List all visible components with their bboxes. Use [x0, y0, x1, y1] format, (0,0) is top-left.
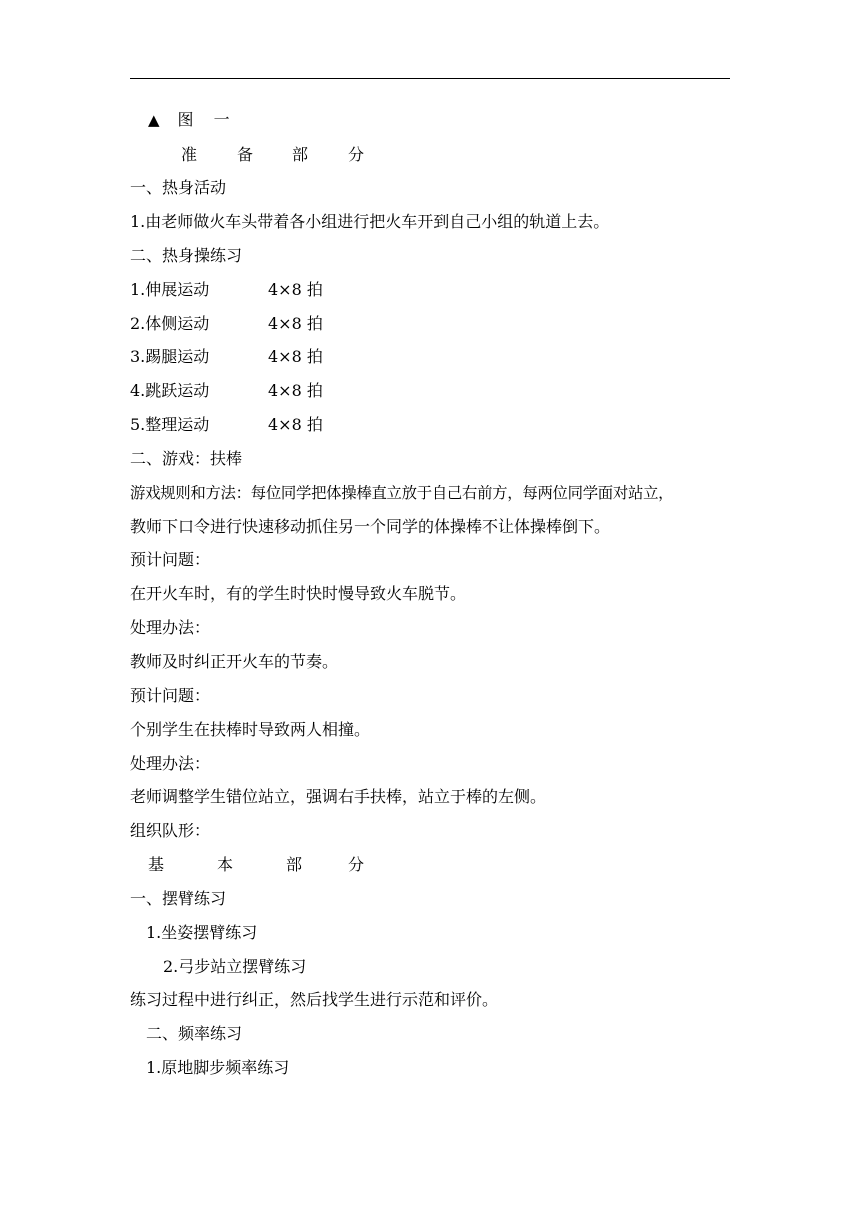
section-arm: 一、摆臂练习	[130, 889, 227, 908]
solution-text: 老师调整学生错位站立，强调右手扶棒，站立于棒的左侧。	[130, 787, 547, 806]
heading-char: 备	[237, 145, 254, 164]
heading-basic	[148, 855, 364, 875]
solution-label: 处理办法：	[130, 618, 211, 637]
exercise-name: 5.整理运动	[130, 415, 210, 434]
problem-label: 预计问题：	[130, 686, 211, 705]
section-game: 二、游戏：扶棒	[130, 449, 243, 468]
header-rule	[130, 78, 730, 79]
heading-char: 基	[148, 855, 165, 874]
exercise-name: 1.伸展运动	[130, 280, 210, 299]
frequency-item: 1.原地脚步频率练习	[146, 1058, 290, 1077]
heading-char: 部	[292, 145, 309, 164]
formation-label: 组织队形：	[130, 821, 211, 840]
exercise-row	[130, 314, 323, 334]
exercise-beats: 4×8 拍	[268, 347, 323, 366]
solution-text: 教师及时纠正开火车的节奏。	[130, 652, 339, 671]
arm-item: 2.弓步站立摆臂练习	[163, 957, 307, 976]
exercise-row	[130, 280, 323, 300]
arm-note: 练习过程中进行纠正，然后找学生进行示范和评价。	[130, 990, 499, 1009]
figure-label-char: 图	[177, 110, 194, 129]
exercise-name: 4.跳跃运动	[130, 381, 210, 400]
game-rules-line: 游戏规则和方法：每位同学把体操棒直立放于自己右前方，每两位同学面对站立，	[130, 484, 674, 502]
exercise-beats: 4×8 拍	[268, 415, 323, 434]
exercise-name: 2.体侧运动	[130, 314, 210, 333]
triangle-marker-icon: ▲	[148, 111, 160, 129]
exercise-beats: 4×8 拍	[268, 280, 323, 299]
exercise-beats: 4×8 拍	[268, 314, 323, 333]
figure-label	[148, 110, 230, 130]
heading-char: 本	[217, 855, 234, 874]
exercise-row	[130, 415, 323, 435]
section-warmup: 一、热身活动	[130, 178, 227, 197]
arm-item: 1.坐姿摆臂练习	[146, 923, 258, 942]
solution-label: 处理办法：	[130, 754, 211, 773]
game-rules-line: 教师下口令进行快速移动抓住另一个同学的体操棒不让体操棒倒下。	[130, 517, 611, 536]
heading-char: 部	[286, 855, 303, 874]
section-frequency: 二、频率练习	[146, 1024, 243, 1043]
warmup-item: 1.由老师做火车头带着各小组进行把火车开到自己小组的轨道上去。	[130, 212, 610, 231]
exercise-name: 3.踢腿运动	[130, 347, 210, 366]
section-exercise: 二、热身操练习	[130, 246, 243, 265]
exercise-row	[130, 347, 323, 367]
heading-char: 准	[181, 145, 198, 164]
heading-char: 分	[348, 145, 365, 164]
exercise-row	[130, 381, 323, 401]
problem-label: 预计问题：	[130, 550, 211, 569]
heading-char: 分	[348, 855, 365, 874]
figure-label-char: 一	[213, 110, 230, 129]
heading-preparation	[181, 145, 364, 165]
exercise-beats: 4×8 拍	[268, 381, 323, 400]
problem-text: 个别学生在扶棒时导致两人相撞。	[130, 720, 371, 739]
problem-text: 在开火车时，有的学生时快时慢导致火车脱节。	[130, 584, 467, 603]
